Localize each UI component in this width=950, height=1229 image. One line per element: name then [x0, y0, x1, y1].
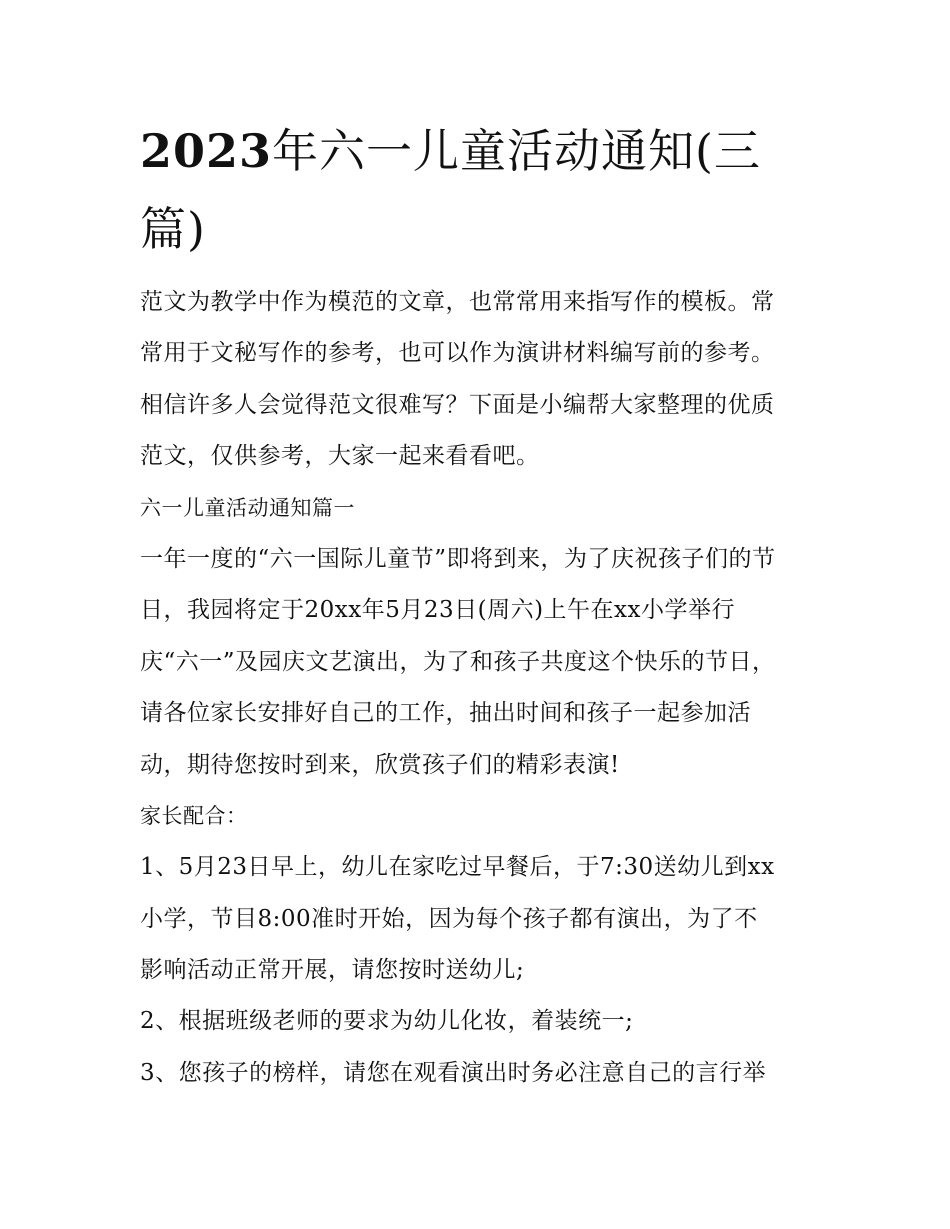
item-1-line-3: 影响活动正常开展，请您按时送幼儿;	[140, 957, 525, 984]
item-1-line-1: 1、5月23日早上，幼儿在家吃过早餐后，于7:30送幼儿到xx	[140, 854, 775, 881]
intro-line-4: 范文，仅供参考，大家一起来看看吧。	[140, 443, 540, 470]
document-title	[140, 112, 820, 268]
item-2-line: 2、根据班级老师的要求为幼儿化妆，着装统一;	[140, 1008, 634, 1035]
item-1-line-2: 小学，节目8:00准时开始，因为每个孩子都有演出，为了不	[140, 905, 758, 932]
paragraph-line-2: 日，我园将定于20xx年5月23日(周六)上午在xx小学举行	[140, 597, 735, 624]
paragraph-line-1: 一年一度的“六一国际儿童节”即将到来，为了庆祝孩子们的节	[140, 545, 776, 572]
section-heading: 六一儿童活动通知篇一	[140, 495, 355, 520]
parent-cooperation-heading: 家长配合：	[140, 803, 248, 828]
title-year: 2023	[140, 124, 273, 178]
intro-line-3: 相信许多人会觉得范文很难写？下面是小编帮大家整理的优质	[140, 391, 775, 418]
paragraph-line-5: 动，期待您按时到来，欣赏孩子们的精彩表演!	[140, 751, 620, 778]
item-3-line: 3、您孩子的榜样，请您在观看演出时务必注意自己的言行举	[140, 1059, 767, 1086]
paragraph-line-3: 庆“六一”及园庆文艺演出，为了和孩子共度这个快乐的节日，	[140, 648, 776, 675]
paragraph-line-4: 请各位家长安排好自己的工作，抽出时间和孩子一起参加活	[140, 700, 751, 727]
document-body	[140, 277, 815, 1099]
intro-line-2: 常用于文秘写作的参考，也可以作为演讲材料编写前的参考。	[140, 340, 775, 367]
title-line2-text: 篇)	[140, 202, 206, 256]
title-line1-text: 年六一儿童活动通知(三	[272, 124, 761, 178]
intro-line-1: 范文为教学中作为模范的文章，也常常用来指写作的模板。常	[140, 289, 775, 315]
